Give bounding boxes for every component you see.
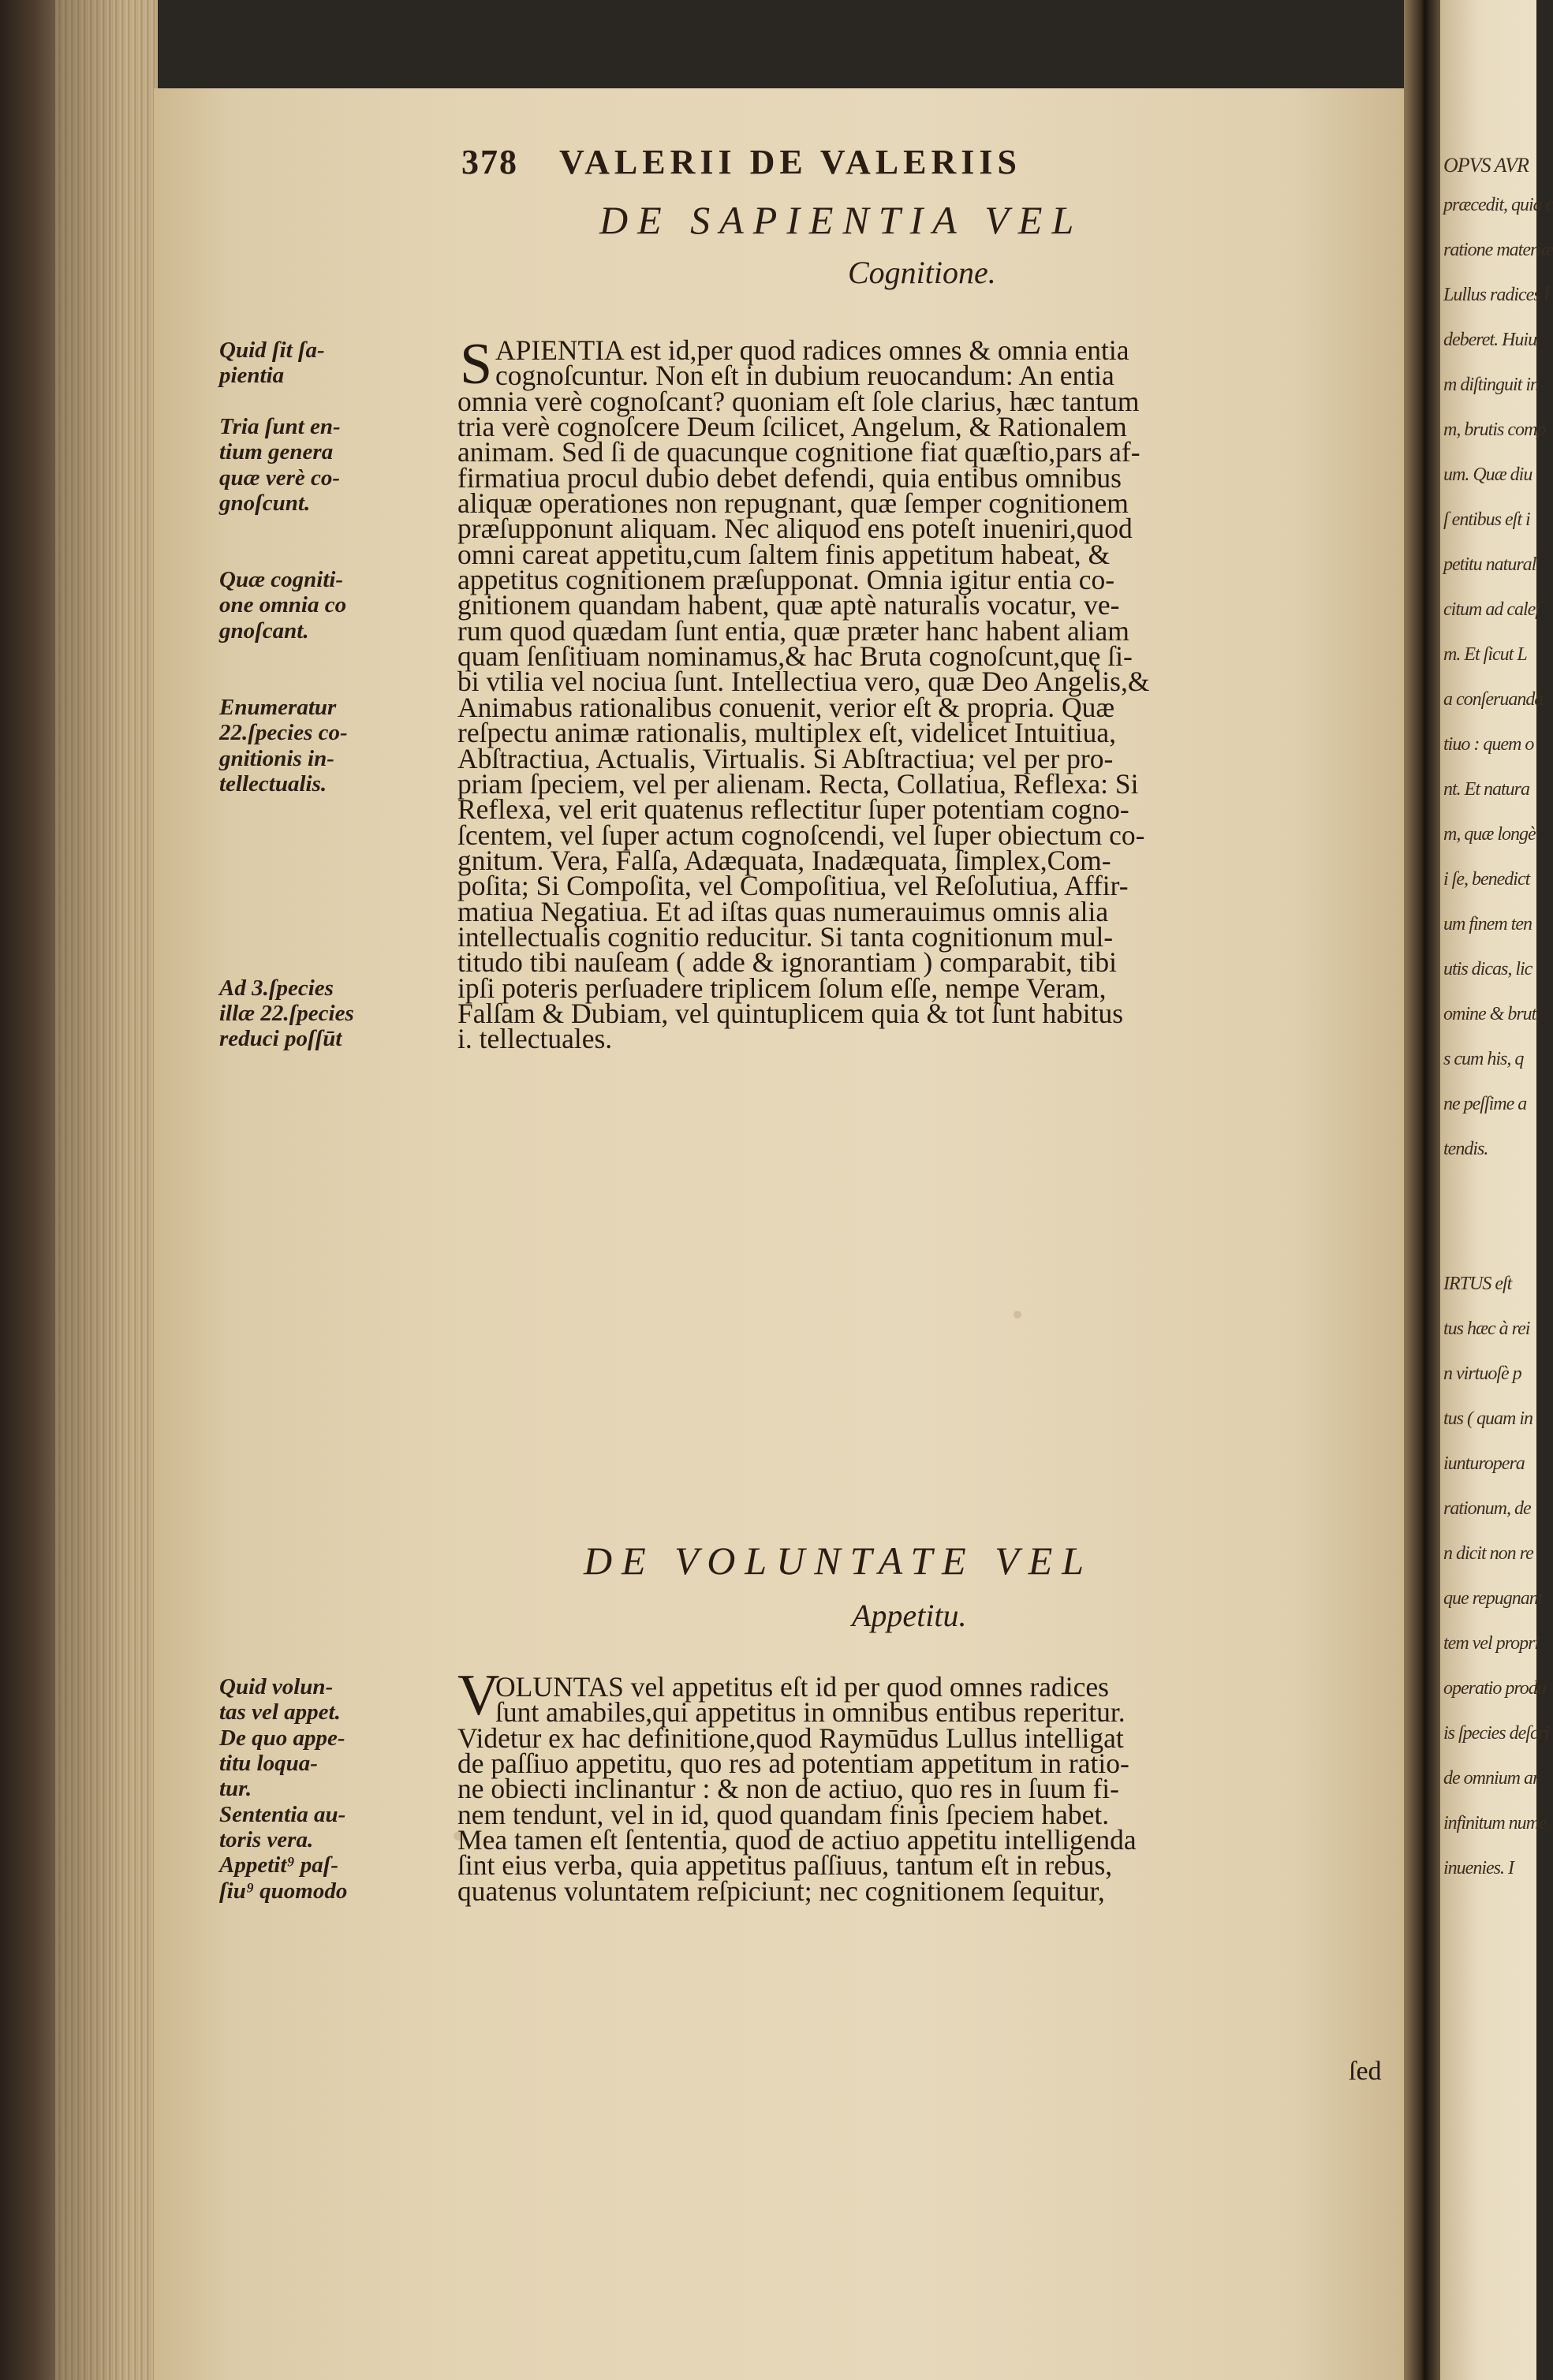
- catchword: ſed: [1349, 2057, 1382, 2086]
- facing-page-line: ne peſſime a: [1443, 1094, 1527, 1114]
- margin-spacer: [219, 924, 448, 949]
- page-edges: [55, 0, 158, 2380]
- text-line: ne obiecti inclinantur : & non de actiuo, quo res in ſuum fi-: [457, 1773, 1119, 1805]
- page-number: 378: [461, 143, 518, 181]
- text-line: matiua Negatiua. Et ad iſtas quas numerauimus omnis alia: [457, 895, 1109, 927]
- margin-note: gnoſcant.: [219, 617, 309, 643]
- margin-spacer: [219, 796, 448, 822]
- text-line: ipſi poteris perſuadere triplicem ſolum eſſe, nempe Veram,: [457, 972, 1107, 1004]
- text-line: priam ſpeciem, vel per alienam. Recta, Collatiua, Reflexa: Si: [457, 767, 1139, 800]
- text-line: gnitionem quandam habent, quæ aptè naturalis vocatur, ve-: [457, 589, 1120, 621]
- text-line: tria verè cognoſcere Deum ſcilicet, Angelum, & Rationalem: [457, 411, 1127, 443]
- margin-note: De quo appe-: [219, 1725, 345, 1751]
- text-line: appetitus cognitionem præſupponat. Omnia igitur entia co-: [457, 564, 1115, 596]
- facing-page-line: s cum his, q: [1443, 1049, 1524, 1069]
- facing-page-line: tem vel propri: [1443, 1633, 1540, 1654]
- facing-page-line: tus ( quam in: [1443, 1408, 1532, 1429]
- facing-page-line: n virtuoſè p: [1443, 1363, 1521, 1384]
- facing-page-line: rationum, de: [1443, 1498, 1531, 1519]
- margin-note: pientia: [219, 363, 285, 389]
- facing-page-line: nt. Et natura: [1443, 779, 1530, 800]
- facing-page-line: IRTUS eſt: [1443, 1274, 1512, 1294]
- facing-page-line: m, quæ longè: [1443, 824, 1536, 845]
- margin-note: toris vera.: [219, 1827, 314, 1853]
- facing-page-line: de omnium ar: [1443, 1768, 1540, 1789]
- text-line: Mea tamen eſt ſententia, quod de actiuo appetitu intelligenda: [457, 1824, 1137, 1856]
- margin-note: quæ verè co-: [219, 464, 341, 491]
- facing-page-line: tendis.: [1443, 1139, 1488, 1159]
- book-gutter: [1404, 0, 1442, 2380]
- text-line: de paſſiuo appetitu, quo res ad potentiam appetitum in ratio-: [457, 1748, 1129, 1780]
- margin-note: 22.ſpecies co-: [219, 720, 348, 746]
- margin-spacer: [219, 389, 448, 414]
- dropcap-v: V: [457, 1663, 500, 1728]
- text-line: gnitum. Vera, Falſa, Adæquata, Inadæquata, ſimplex,Com-: [457, 844, 1111, 876]
- facing-page-line: petitu natural: [1443, 554, 1536, 575]
- facing-page-line: tiuo : quem o: [1443, 734, 1534, 755]
- margin-note: Enumeratur: [219, 694, 337, 720]
- text-line: rum quod quædam ſunt entia, quæ præter hanc habent aliam: [457, 614, 1129, 647]
- section-subtitle-appetitu: Appetitu.: [852, 1598, 967, 1633]
- facing-page-line: i ſe, benedict: [1443, 869, 1530, 890]
- facing-page-line: m. Et ſicut L: [1443, 644, 1527, 665]
- text-line: præſupponunt aliquam. Nec aliquod ens poteſt inueniri,quod: [457, 513, 1133, 545]
- text-line: aliquæ operationes non repugnant, quæ ſemper cognitionem: [457, 487, 1129, 520]
- facing-page-line: OPVS AVR: [1443, 154, 1529, 177]
- section1-body: [457, 332, 1404, 1055]
- margin-spacer: [219, 949, 448, 975]
- margin-note: tellectualis.: [219, 770, 327, 796]
- margin-spacer: [219, 516, 448, 541]
- facing-page-line: omine & brut: [1443, 1004, 1536, 1024]
- facing-page-line: tus hæc à rei: [1443, 1319, 1530, 1339]
- facing-page-line: que repugnant: [1443, 1588, 1543, 1609]
- facing-page-line: ſ entibus eſt i: [1443, 509, 1530, 530]
- facing-page-line: infinitum nume: [1443, 1813, 1547, 1833]
- margin-note: one omnia co: [219, 592, 347, 618]
- text-line: ſunt amabiles,qui appetitus in omnibus entibus reperitur.: [495, 1696, 1126, 1729]
- dropcap-s: S: [460, 332, 493, 397]
- margin-note: Quid ſit ſa-: [219, 338, 325, 363]
- facing-page-line: iunturopera: [1443, 1453, 1525, 1474]
- text-line: Abſtractiua, Actualis, Virtualis. Si Abſtractiua; vel per pro-: [457, 742, 1114, 774]
- margin-note: Tria ſunt en-: [219, 414, 341, 440]
- margin-note: Quid volun-: [219, 1674, 334, 1699]
- facing-page-line: is ſpecies deſcri: [1443, 1723, 1549, 1744]
- facing-page-line: operatio produ: [1443, 1678, 1546, 1699]
- facing-page-line: m, brutis comp: [1443, 420, 1546, 440]
- foxing-spot: [1014, 1311, 1021, 1319]
- facing-page-line: um finem ten: [1443, 914, 1532, 934]
- text-line: intellectualis cognitio reducitur. Si tanta cognitionum mul-: [457, 920, 1114, 953]
- text-line: cognoſcuntur. Non eſt in dubium reuocandum: An entia: [495, 360, 1114, 392]
- facing-page-line: deberet. Huiu: [1443, 330, 1537, 350]
- margin-spacer: [219, 848, 448, 873]
- margin-note: gnitionis in-: [219, 745, 334, 771]
- text-line: OLUNTAS vel appetitus eſt id per quod omnes radices: [495, 1671, 1109, 1703]
- margin-note: tas vel appet.: [219, 1699, 341, 1725]
- margin-spacer: [219, 669, 448, 694]
- text-line: firmatiua procul dubio debet defendi, quia entibus omnibus: [457, 461, 1122, 494]
- text-line: nem tendunt, vel in id, quod quandam finis ſpeciem habet.: [457, 1798, 1110, 1830]
- section2-body: [457, 1671, 1404, 1907]
- text-line: ſint eius verba, quia appetitus paſſiuus, tantum eſt in rebus,: [457, 1849, 1113, 1882]
- text-line: Reflexa, vel erit quatenus reflectitur ſuper potentiam cogno-: [457, 793, 1129, 826]
- facing-page-line: um. Quæ diu: [1443, 464, 1532, 485]
- text-line: bi vtilia vel nociua ſunt. Intellectiua vero, quæ Deo Angelis,&: [457, 666, 1150, 698]
- text-line: APIENTIA est id,per quod radices omnes & omnia entia: [495, 334, 1129, 366]
- facing-page-line: citum ad calef: [1443, 599, 1540, 620]
- facing-page-line: utis dicas, lic: [1443, 959, 1532, 979]
- margin-note: illæ 22.ſpecies: [219, 1000, 354, 1026]
- text-line: Falſam & Dubiam, vel quintuplicem quia & tot ſunt habitus: [457, 997, 1124, 1029]
- facing-page-line: n dicit non re: [1443, 1543, 1533, 1564]
- running-title: VALERII DE VALERIIS: [559, 143, 1021, 181]
- text-line: quam ſenſitiuam nominamus,& hac Bruta cognoſcunt,quę ſi-: [457, 640, 1133, 673]
- running-header: [461, 142, 1021, 182]
- margin-note: Appetit⁹ paſ-: [219, 1852, 339, 1878]
- margin-note: ſiu⁹ quomodo: [219, 1878, 348, 1904]
- margin-note: tium genera: [219, 439, 334, 465]
- text-line: poſita; Si Compoſita, vel Compoſitiua, vel Reſolutiua, Affir-: [457, 870, 1129, 902]
- section-subtitle-cognitione: Cognitione.: [848, 255, 996, 290]
- margin-spacer: [219, 643, 448, 669]
- section-title-sapientia: DE SAPIENTIA VEL: [599, 198, 1084, 242]
- text-line: reſpectu animæ rationalis, multiplex eſt, videlicet Intuitiua,: [457, 717, 1117, 749]
- facing-page-line: Lullus radices l: [1443, 285, 1549, 305]
- margin-spacer: [219, 542, 448, 567]
- text-line: titudo tibi nauſeam ( adde & ignorantiam ) comparabit, tibi: [457, 946, 1118, 979]
- margin-note: tur.: [219, 1776, 252, 1802]
- text-line: quatenus voluntatem reſpiciunt; nec cognitionem ſequitur,: [457, 1875, 1105, 1907]
- margin-note: Sententia au-: [219, 1801, 346, 1827]
- margin-spacer: [219, 873, 448, 898]
- margin-spacer: [219, 823, 448, 848]
- margin-spacer: [219, 899, 448, 924]
- margin-note: reduci poſſūt: [219, 1026, 342, 1052]
- section1-margin-notes: [219, 338, 448, 1052]
- margin-note: gnoſcunt.: [219, 491, 311, 517]
- facing-page-line: inuenies. I: [1443, 1858, 1514, 1878]
- section2-margin-notes: [219, 1674, 448, 1904]
- text-line: omni careat appetitu,cum ſaltem finis appetitum habeat, &: [457, 538, 1111, 570]
- margin-note: Ad 3.ſpecies: [219, 975, 334, 1001]
- facing-page-line: m diſtinguit in: [1443, 375, 1540, 395]
- text-line: omnia verè cognoſcant? quoniam eſt ſole clarius, hæc tantum: [457, 385, 1140, 417]
- facing-page-edge: [1440, 0, 1553, 2380]
- margin-note: titu loqua-: [219, 1751, 318, 1777]
- text-line: Animabus rationalibus conuenit, verior eſt & propria. Quæ: [457, 691, 1115, 723]
- facing-page-line: a conſeruanda: [1443, 689, 1544, 710]
- text-line: Videtur ex hac definitione,quod Raymūdus Lullus intelligat: [457, 1722, 1124, 1754]
- text-line: i. tellectuales.: [457, 1023, 613, 1055]
- facing-page-line: ratione materiæ: [1443, 240, 1553, 260]
- book-shadow: [0, 0, 55, 2380]
- text-line: ſcentem, vel ſuper actum cognoſcendi, vel ſuper obiectum co-: [457, 819, 1145, 851]
- section-title-voluntate: DE VOLUNTATE VEL: [584, 1539, 1094, 1583]
- margin-note: Quæ cogniti-: [219, 567, 344, 593]
- facing-page-line: præcedit, quia c: [1443, 195, 1553, 215]
- text-line: animam. Sed ſi de quacunque cognitione fiat quæſtio,pars af-: [457, 436, 1140, 468]
